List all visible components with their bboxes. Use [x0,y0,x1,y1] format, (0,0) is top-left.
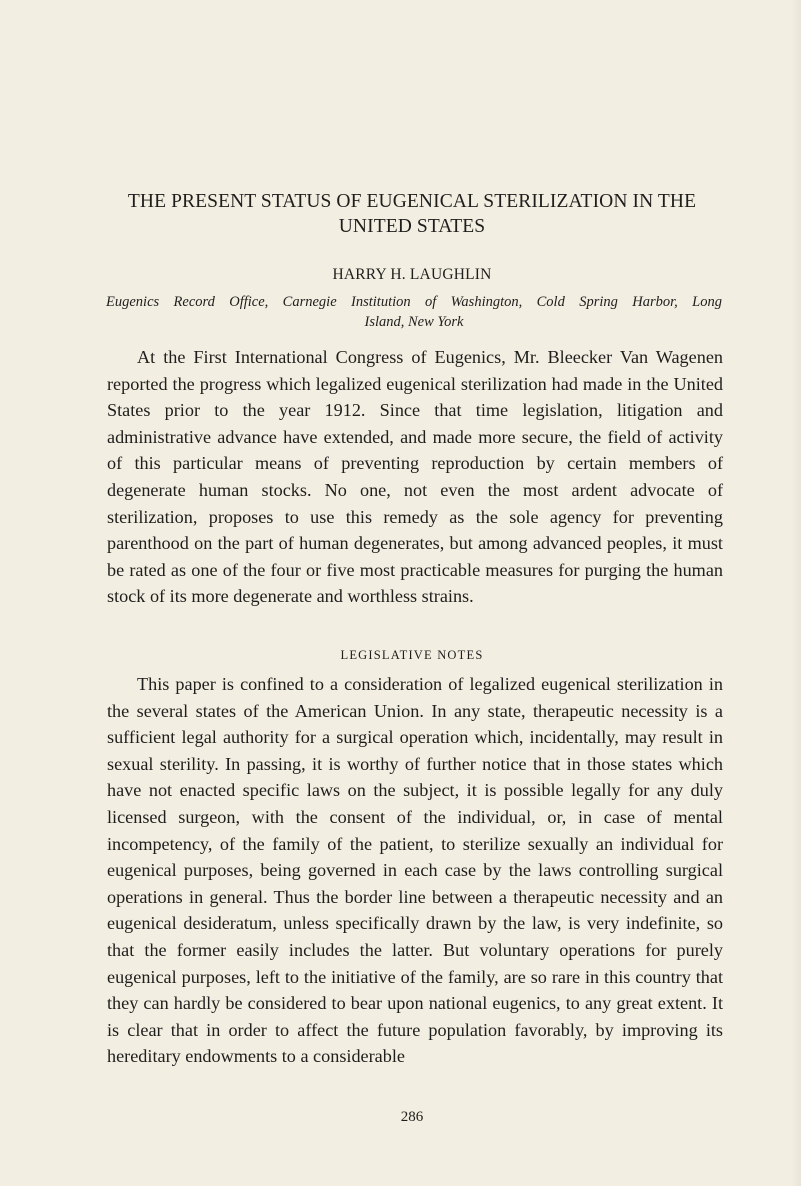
author-name: HARRY H. LAUGHLIN [332,266,492,283]
intro-paragraph: At the First International Congress of Eugenics, Mr. Bleecker Van Wagenen reported the progress which legalized eugenical sterilization had made in the United States prior to the year 1912. Since that time legislation, litigation and administrative advance have extended, and made more secure, the field of activity of this particular means of preventing reproduction by certain members of degenerate human stocks. No one, not even the most ardent advocate of sterilization, proposes to use this remedy as the sole agency for preventing parenthood on the part of human degenerates, but among advanced peoples, it must be rated as one of the four or five most practicable measures for purging the human stock of its more degenerate and worthless strains. [107,347,723,607]
section-heading: LEGISLATIVE NOTES [340,648,484,662]
affiliation-line-1: Eugenics Record Office, Carnegie Institution of Washington, Cold Spring Harbor, Long [106,294,722,310]
body-paragraph: This paper is confined to a consideration of legalized eugenical sterilization in the several states of the American Union. In any state, therapeutic necessity is a sufficient legal authority for a surgical operation which, incidentally, may result in sexual sterility. In passing, it is worthy of further notice that in those states which have not enacted specific laws on the subject, it is possible legally for any duly licensed surgeon, with the consent of the individual, or, in case of mental incompetency, of the family of the patient, to sterilize sexually an individual for eugenical purposes, being governed in each case by the laws controlling surgical operations in general. Thus the border line between a therapeutic necessity and an eugenical desideratum, unless specifically drawn by the law, is very indefinite, so that the former easily includes the latter. But voluntary operations for purely eugenical purposes, left to the initiative of the family, are so rare in this country that they can hardly be considered to bear upon national eugenics, to any great extent. It is clear that in order to affect the future population favorably, by improving its hereditary endowments to a considerable [107,674,723,1067]
page-edge-shadow [791,0,801,1186]
article-title: THE PRESENT STATUS OF EUGENICAL STERILIZATION IN THE UNITED STATES [127,191,697,237]
author-affiliation [106,292,722,332]
affiliation-line-2: Island, New York [364,314,464,330]
page-number: 286 [400,1109,424,1125]
